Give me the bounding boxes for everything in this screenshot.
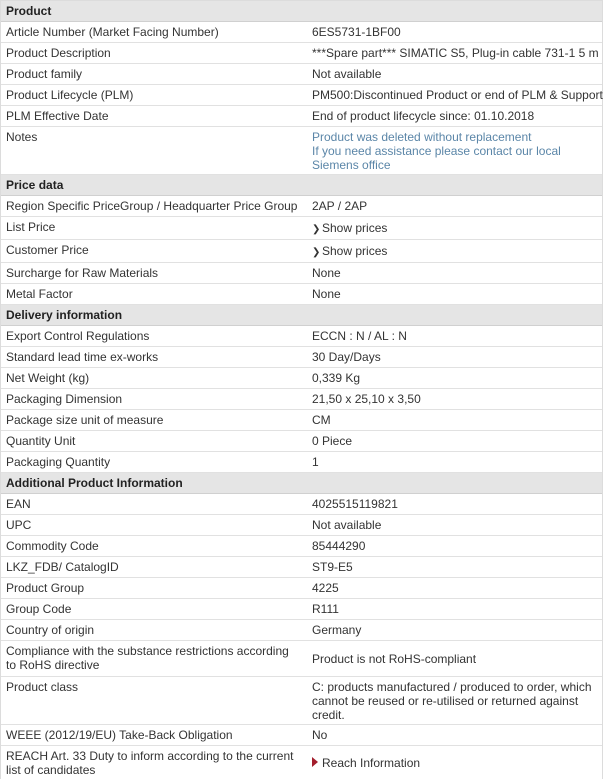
table-row <box>1 217 602 240</box>
row-label: Package size unit of measure <box>6 413 164 427</box>
row-label: Group Code <box>6 602 72 616</box>
table-row <box>1 22 602 43</box>
table-row <box>1 677 602 725</box>
row-label: Compliance with the substance restrictions according to RoHS directive <box>6 644 289 672</box>
row-value: Not available <box>312 518 382 532</box>
row-label: Packaging Dimension <box>6 392 123 406</box>
section-header-additional: Additional Product Information <box>1 473 602 494</box>
row-value: ***Spare part*** SIMATIC S5, Plug-in cable 731-1 5 m <box>312 46 599 60</box>
row-value: PM500:Discontinued Product or end of PLM & Support <box>312 88 603 102</box>
row-value: None <box>312 287 341 301</box>
section-header-product: Product <box>1 1 602 22</box>
row-value: 1 <box>312 455 319 469</box>
section-header-delivery: Delivery information <box>1 305 602 326</box>
reach-information-link[interactable] <box>304 746 602 779</box>
row-value: ECCN : N / AL : N <box>312 329 407 343</box>
row-value: Product is not RoHS-compliant <box>312 652 477 666</box>
row-label: PLM Effective Date <box>6 109 109 123</box>
table-row <box>1 85 602 106</box>
row-value: 0,339 Kg <box>312 371 361 385</box>
row-label: WEEE (2012/19/EU) Take-Back Obligation <box>6 728 233 742</box>
row-value: C: products manufactured / produced to order, which cannot be reused or re-utilised or returned against credit. <box>312 680 592 722</box>
table-row <box>1 410 602 431</box>
row-label: LKZ_FDB/ CatalogID <box>6 560 119 574</box>
table-row <box>1 196 602 217</box>
row-label: Commodity Code <box>6 539 99 553</box>
row-label: Product Lifecycle (PLM) <box>6 88 134 102</box>
table-row <box>1 284 602 305</box>
row-value: Not available <box>312 67 382 81</box>
table-row <box>1 106 602 127</box>
notes-deleted-link[interactable]: Product was deleted without replacement <box>312 130 532 144</box>
table-row <box>1 620 602 641</box>
row-label: EAN <box>6 497 31 511</box>
row-label: REACH Art. 33 Duty to inform according to the current list of candidates <box>6 749 294 777</box>
chevron-right-icon: ❯ <box>312 247 321 258</box>
row-value: 30 Day/Days <box>312 350 381 364</box>
row-label: Net Weight (kg) <box>6 371 90 385</box>
table-row <box>1 368 602 389</box>
table-row <box>1 557 602 578</box>
row-label: Quantity Unit <box>6 434 76 448</box>
section-header-price: Price data <box>1 175 602 196</box>
row-label: Product Group <box>6 581 85 595</box>
row-value: 6ES5731-1BF00 <box>312 25 401 39</box>
row-value: None <box>312 266 341 280</box>
table-row <box>1 515 602 536</box>
row-label: List Price <box>6 220 56 234</box>
table-row <box>1 347 602 368</box>
show-prices-label: Show prices <box>322 244 388 258</box>
row-label: Notes <box>6 130 38 144</box>
row-value: 2AP / 2AP <box>312 199 368 213</box>
row-label: UPC <box>6 518 32 532</box>
row-label: Product Description <box>6 46 111 60</box>
table-row <box>1 746 602 779</box>
chevron-right-icon: ❯ <box>312 224 321 235</box>
row-label: Metal Factor <box>6 287 73 301</box>
row-label: Country of origin <box>6 623 95 637</box>
notes-value <box>304 127 602 174</box>
table-row <box>1 263 602 284</box>
row-label: Customer Price <box>6 243 89 257</box>
row-value: No <box>312 728 328 742</box>
row-value: 0 Piece <box>312 434 353 448</box>
row-value: R111 <box>312 602 339 616</box>
row-label: Surcharge for Raw Materials <box>6 266 159 280</box>
table-row <box>1 240 602 263</box>
row-label: Standard lead time ex-works <box>6 350 159 364</box>
table-row <box>1 389 602 410</box>
row-value: End of product lifecycle since: 01.10.2018 <box>312 109 535 123</box>
row-label: Packaging Quantity <box>6 455 111 469</box>
row-value: 85444290 <box>312 539 366 553</box>
table-row <box>1 578 602 599</box>
show-prices-label: Show prices <box>322 221 388 235</box>
list-price-link[interactable] <box>304 217 602 239</box>
row-value: 4025515119821 <box>312 497 398 511</box>
table-row <box>1 725 602 746</box>
customer-price-link[interactable] <box>304 240 602 262</box>
contact-siemens-link[interactable]: If you need assistance please contact our local Siemens office <box>312 144 561 172</box>
row-value: Germany <box>312 623 362 637</box>
row-label: Article Number (Market Facing Number) <box>6 25 219 39</box>
triangle-right-icon <box>312 757 318 767</box>
row-label: Region Specific PriceGroup / Headquarter Price Group <box>6 199 298 213</box>
row-value: 21,50 x 25,10 x 3,50 <box>312 392 421 406</box>
row-value: 4225 <box>312 581 339 595</box>
table-row <box>1 431 602 452</box>
table-row <box>1 326 602 347</box>
table-row <box>1 536 602 557</box>
table-row <box>1 64 602 85</box>
table-row <box>1 452 602 473</box>
table-row-notes <box>1 127 602 175</box>
table-row <box>1 641 602 677</box>
row-label: Export Control Regulations <box>6 329 150 343</box>
row-value: ST9-E5 <box>312 560 353 574</box>
row-label: Product family <box>6 67 83 81</box>
table-row <box>1 494 602 515</box>
row-value: CM <box>312 413 331 427</box>
table-row <box>1 43 602 64</box>
reach-information-label: Reach Information <box>322 756 421 770</box>
row-label: Product class <box>6 680 79 694</box>
table-row <box>1 599 602 620</box>
